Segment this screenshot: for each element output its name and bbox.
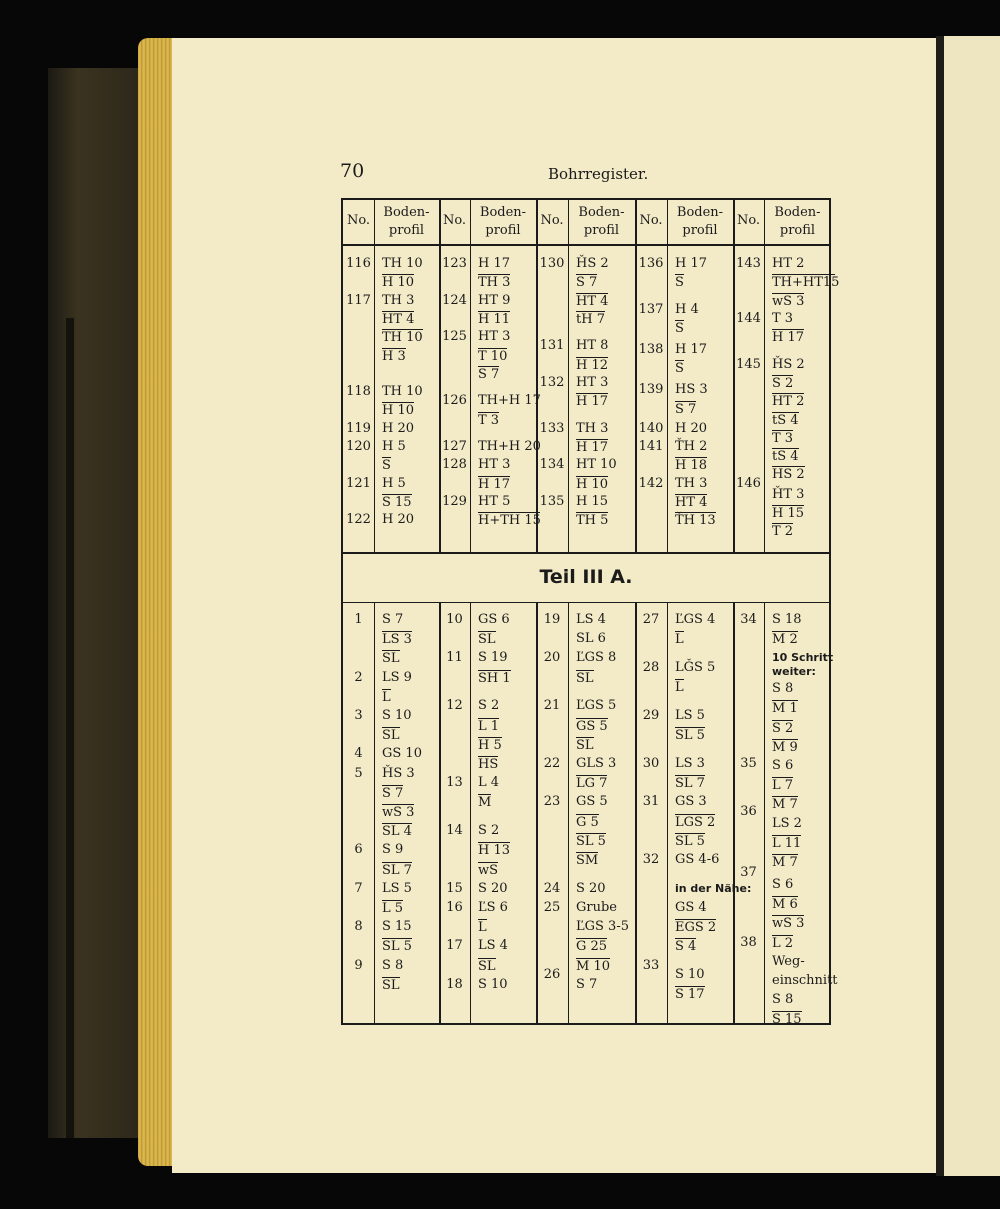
bohr-number: 124 <box>442 292 467 308</box>
bohr-number: 33 <box>642 957 660 973</box>
profile-entry: ĽGS 5 <box>576 698 617 714</box>
profile-entry: wS 3 <box>772 293 805 309</box>
profile-entry: S 7 <box>576 275 598 291</box>
bohr-number: 133 <box>539 420 565 436</box>
profile-entry: S 20 <box>576 880 606 896</box>
profile-entry: M <box>478 795 492 811</box>
profile-entry: T 2 <box>772 524 794 540</box>
profile-entry: TH 10 <box>382 330 423 346</box>
bohr-number: 37 <box>740 865 757 881</box>
profile-entry: SL 4 <box>382 824 412 840</box>
profile-entry: S 4 <box>675 939 697 955</box>
profile-entry: M 7 <box>772 854 798 870</box>
profile-entry: ĽGS 4 <box>675 612 716 627</box>
profile-entry: TH 5 <box>576 513 609 529</box>
next-page-edge <box>944 36 1000 1176</box>
profile-entry: H 18 <box>675 458 708 474</box>
profile-entry: H 17 <box>675 342 708 357</box>
bohr-number: 1 <box>354 612 363 627</box>
profile-entry: GS 5 <box>576 794 608 810</box>
bohr-number: 29 <box>642 708 660 723</box>
profile-entry: S 10 <box>478 976 508 992</box>
profile-entry: TH 3 <box>382 292 415 308</box>
profile-entry: T 10 <box>478 348 508 364</box>
profile-entry: H 17 <box>576 440 609 455</box>
profile-entry: LG 7 <box>576 776 608 792</box>
bohr-number: 132 <box>539 374 565 390</box>
profile-entry: SL <box>382 651 400 667</box>
column-rule <box>667 602 668 1025</box>
profile-entry: ŤH 2 <box>675 439 708 454</box>
profile-entry: LS 5 <box>382 880 412 896</box>
bohr-number: 122 <box>346 512 371 528</box>
profile-entry: SL <box>382 977 400 993</box>
profile-entry: GLS 3 <box>576 756 617 771</box>
profile-entry: S 2 <box>478 698 500 714</box>
profile-entry: HT 2 <box>772 256 805 271</box>
profile-entry: L <box>382 689 391 705</box>
bohrregister-table <box>341 198 840 1028</box>
profile-entry: H 11 <box>478 311 511 327</box>
profile-entry: TH 3 <box>478 275 511 291</box>
profile-entry: H+TH 15 <box>478 513 541 529</box>
profile-entry: GS 3 <box>675 794 707 810</box>
profile-entry: L <box>675 680 684 696</box>
profile-entry: SL 5 <box>576 833 606 849</box>
profile-entry: HT 5 <box>478 493 511 509</box>
column-header-no: No. <box>442 213 467 228</box>
profile-entry: SL 7 <box>382 862 412 878</box>
profile-entry: H 5 <box>478 737 502 753</box>
profile-entry: T 3 <box>772 430 794 446</box>
profile-entry: H 17 <box>772 330 805 346</box>
profile-entry: GS 4 <box>675 900 707 915</box>
profile-entry: TH+H 17 <box>478 393 541 409</box>
profile-entry: S 7 <box>675 401 697 417</box>
profile-entry: S 8 <box>772 992 794 1008</box>
bohr-number: 32 <box>642 852 660 867</box>
profile-entry: S 10 <box>382 708 412 723</box>
profile-entry: H 4 <box>675 301 699 317</box>
bohr-number: 4 <box>354 746 363 762</box>
profile-entry: L 4 <box>478 775 500 791</box>
bohr-number: 9 <box>354 957 363 973</box>
profile-entry: einschnitt <box>772 972 838 988</box>
section-title: Teil III A. <box>539 566 633 588</box>
profile-entry: ŤH 13 <box>675 513 716 529</box>
profile-entry: Grube <box>576 900 617 915</box>
profile-entry: M 7 <box>772 797 798 813</box>
profile-entry: G 5 <box>576 814 599 830</box>
profile-entry: SL <box>382 728 400 744</box>
bohr-number: 35 <box>740 756 757 771</box>
profile-entry: HT 9 <box>478 292 511 308</box>
profile-entry: weiter: <box>772 664 816 678</box>
bohr-number: 3 <box>354 708 363 723</box>
column-header-profil: Boden- profil <box>774 205 821 238</box>
profile-entry: H 17 <box>478 476 511 492</box>
profile-entry: L 7 <box>772 778 794 794</box>
column-header-no: No. <box>639 213 663 228</box>
column-header-no: No. <box>346 213 371 228</box>
bohr-number: 24 <box>543 880 561 896</box>
bohr-number: 28 <box>642 660 660 675</box>
profile-entry: GS 4-6 <box>675 852 720 867</box>
profile-entry: G 25 <box>576 939 608 955</box>
bohr-number: 125 <box>442 329 467 345</box>
bohr-number: 137 <box>638 301 664 317</box>
column-header-profil: Boden- profil <box>578 205 625 238</box>
profile-entry: HS 3 <box>675 382 708 398</box>
profile-entry: H 17 <box>675 256 708 271</box>
running-head: Bohrregister. <box>548 165 649 183</box>
profile-entry: 10 Schritt <box>772 651 834 665</box>
bohr-number: 23 <box>543 794 561 810</box>
profile-entry: HT 8 <box>576 338 609 354</box>
profile-entry: SL <box>478 632 496 648</box>
profile-entry: HT 3 <box>478 457 511 473</box>
column-header-no: No. <box>540 213 564 228</box>
profile-entry: SL 7 <box>675 776 705 792</box>
profile-entry: H 10 <box>382 275 415 291</box>
profile-entry: GS 5 <box>576 718 608 734</box>
bohr-number: 30 <box>642 756 660 771</box>
profile-entry: S <box>675 275 684 291</box>
profile-entry: H 20 <box>382 512 415 528</box>
profile-entry: L 2 <box>772 935 794 951</box>
profile-entry: ȞT 3 <box>772 486 805 502</box>
profile-entry: H 5 <box>382 475 406 491</box>
profile-entry: HT 3 <box>478 329 511 345</box>
profile-entry: S 15 <box>382 919 412 935</box>
profile-entry: L 5 <box>382 901 404 916</box>
column-header-profil: Boden- profil <box>383 205 430 238</box>
profile-entry: SL 6 <box>576 631 606 647</box>
profile-entry: H 15 <box>576 493 609 509</box>
bohr-number: 136 <box>638 256 664 271</box>
profile-entry: H 15 <box>772 505 805 521</box>
profile-entry: ĽGS 3-5 <box>576 919 629 935</box>
bohr-number: 127 <box>442 439 467 454</box>
bohr-number: 126 <box>442 393 467 409</box>
profile-entry: LS 4 <box>576 612 606 627</box>
bohr-number: 17 <box>446 938 463 954</box>
bohr-number: 25 <box>543 900 561 915</box>
profile-entry: M 1 <box>772 701 798 717</box>
bohr-number: 11 <box>446 650 463 666</box>
profile-entry: L <box>478 920 487 936</box>
column-header-profil: Boden- profil <box>479 205 527 238</box>
profile-entry: HT 4 <box>382 311 415 327</box>
bohr-number: 18 <box>446 976 463 992</box>
profile-entry: S 8 <box>382 957 404 973</box>
profile-entry: HT 4 <box>576 293 609 309</box>
profile-entry: S 2 <box>478 823 500 839</box>
bohr-number: 138 <box>638 342 664 357</box>
bohr-number: 16 <box>446 900 463 915</box>
profile-entry: SL 5 <box>382 939 412 955</box>
bohr-number: 145 <box>736 356 761 372</box>
bohr-number: 31 <box>642 794 660 810</box>
profile-entry: GS 6 <box>478 612 510 627</box>
page-number: 70 <box>340 160 365 182</box>
bohr-number: 14 <box>446 823 463 839</box>
bohr-number: 134 <box>539 457 565 473</box>
profile-entry: H 5 <box>382 439 406 454</box>
profile-entry: S 19 <box>478 650 508 666</box>
profile-entry: S 6 <box>772 876 794 892</box>
bohr-number: 10 <box>446 612 463 627</box>
profile-entry: S <box>675 361 684 377</box>
profile-entry: T 3 <box>478 412 500 428</box>
profile-entry: S <box>675 321 684 337</box>
profile-entry: S 20 <box>478 880 508 896</box>
profile-entry: M 6 <box>772 897 798 913</box>
bohr-number: 26 <box>543 967 561 983</box>
profile-entry: SL <box>576 670 594 686</box>
column-header-profil: Boden- profil <box>676 205 724 238</box>
profile-entry: ȞS 2 <box>772 356 805 372</box>
bohr-number: 15 <box>446 880 463 896</box>
profile-entry: HS <box>478 757 499 772</box>
profile-entry: ȞS 2 <box>576 256 609 271</box>
profile-entry: S 15 <box>772 1012 802 1028</box>
column-rule <box>470 602 471 1025</box>
profile-entry: wS <box>478 862 499 878</box>
bohr-number: 27 <box>642 612 660 627</box>
bohr-number: 118 <box>346 384 371 400</box>
bohr-number: 135 <box>539 493 565 509</box>
profile-entry: in der Nähe: <box>675 881 752 895</box>
bohr-number: 21 <box>543 698 561 714</box>
column-rule <box>568 602 569 1025</box>
column-rule <box>568 200 569 552</box>
profile-entry: LǦS 5 <box>675 660 716 675</box>
profile-entry: H 20 <box>675 420 708 436</box>
bohr-number: 34 <box>740 612 757 627</box>
bohr-number: 19 <box>543 612 561 627</box>
profile-entry: SM <box>576 853 599 868</box>
bohr-number: 121 <box>346 475 371 491</box>
bohr-number: 142 <box>638 475 664 491</box>
bohr-number: 2 <box>354 669 363 685</box>
profile-entry: L 11 <box>772 835 802 851</box>
book-left-cover <box>48 68 148 1138</box>
profile-entry: SH 1 <box>478 670 511 686</box>
bohr-number: 139 <box>638 382 664 398</box>
profile-entry: H 12 <box>576 357 609 373</box>
bohr-number: 22 <box>543 756 561 771</box>
profile-entry: SL <box>478 958 496 974</box>
bohr-number: 8 <box>354 919 363 935</box>
bohr-number: 141 <box>638 439 664 454</box>
profile-entry: wS 3 <box>772 916 805 932</box>
profile-entry: TH+HT15 <box>772 275 840 291</box>
profile-entry: HS 2 <box>772 467 805 483</box>
profile-entry: ȞS 3 <box>382 765 415 781</box>
bohr-number: 130 <box>539 256 565 271</box>
column-rule <box>635 200 637 552</box>
bohr-number: 131 <box>539 338 565 354</box>
header-rule <box>343 244 831 246</box>
profile-entry: M 9 <box>772 739 798 755</box>
section-rule <box>343 552 831 554</box>
column-rule <box>374 200 375 552</box>
profile-entry: S 7 <box>382 612 404 627</box>
bohr-number: 146 <box>736 475 761 491</box>
bohr-number: 13 <box>446 775 463 791</box>
column-rule <box>667 200 668 552</box>
column-rule <box>764 200 765 552</box>
book-gutter <box>936 36 944 1176</box>
profile-entry: S 17 <box>675 987 705 1003</box>
bohr-number: 120 <box>346 439 371 454</box>
profile-entry: tS 4 <box>772 412 799 428</box>
profile-entry: LS 3 <box>675 756 705 771</box>
bohr-number: 116 <box>346 256 371 271</box>
profile-entry: TH 3 <box>675 475 708 491</box>
profile-entry: H 17 <box>576 394 609 410</box>
profile-entry: TH 10 <box>382 384 423 400</box>
profile-entry: L <box>675 632 684 648</box>
profile-entry: S 7 <box>576 976 598 992</box>
profile-entry: LS 3 <box>382 632 412 648</box>
profile-entry: LS 4 <box>478 938 508 954</box>
bohr-number: 143 <box>736 256 761 271</box>
profile-entry: S 15 <box>382 494 412 510</box>
profile-entry: S 6 <box>772 757 794 773</box>
column-header-no: No. <box>736 213 761 228</box>
profile-entry: H 10 <box>382 403 415 419</box>
profile-entry: HT 4 <box>675 494 708 510</box>
bohr-number: 119 <box>346 420 371 436</box>
profile-entry: TH+H 20 <box>478 439 541 454</box>
profile-entry: LS 5 <box>675 708 705 723</box>
profile-entry: M 10 <box>576 958 610 974</box>
profile-entry: GS 10 <box>382 746 422 762</box>
profile-entry: HT 2 <box>772 394 805 410</box>
profile-entry: H 17 <box>478 256 511 271</box>
profile-entry: M 2 <box>772 632 798 648</box>
profile-entry: EGS 2 <box>675 920 717 936</box>
bohr-number: 20 <box>543 650 561 666</box>
bohr-number: 117 <box>346 292 371 308</box>
bohr-number: 6 <box>354 842 363 858</box>
profile-entry: SL 5 <box>675 833 705 849</box>
cover-shadow <box>66 318 74 1138</box>
column-rule <box>374 602 375 1025</box>
profile-entry: SL <box>576 737 594 753</box>
profile-entry: LGS 2 <box>675 814 716 830</box>
profile-entry: S 9 <box>382 842 404 858</box>
profile-entry: tS 4 <box>772 449 799 465</box>
profile-entry: Weg- <box>772 953 805 969</box>
bohr-number: 5 <box>354 765 363 781</box>
bohr-number: 38 <box>740 934 757 950</box>
profile-entry: S 7 <box>382 785 404 801</box>
bohr-number: 144 <box>736 310 761 326</box>
profile-entry: HT 10 <box>576 457 617 473</box>
profile-entry: H 13 <box>478 843 511 859</box>
profile-entry: T 3 <box>772 310 794 326</box>
profile-entry: L 1 <box>478 718 500 734</box>
profile-entry: HT 3 <box>576 374 609 390</box>
profile-entry: S 2 <box>772 720 794 736</box>
profile-entry: S 7 <box>478 366 500 382</box>
bohr-number: 12 <box>446 698 463 714</box>
profile-entry: LS 2 <box>772 815 802 831</box>
profile-entry: S 10 <box>675 967 705 983</box>
profile-entry: ĽGS 8 <box>576 650 617 666</box>
profile-entry: H 3 <box>382 348 406 364</box>
bohr-number: 128 <box>442 457 467 473</box>
column-rule <box>733 200 735 552</box>
section-rule <box>343 602 831 603</box>
profile-entry: H 20 <box>382 420 415 436</box>
bohr-number: 123 <box>442 256 467 271</box>
profile-entry: SL 5 <box>675 728 705 744</box>
profile-entry: wS 3 <box>382 805 415 820</box>
profile-entry: S 8 <box>772 681 794 697</box>
bohr-number: 129 <box>442 493 467 509</box>
profile-entry: LS 9 <box>382 669 412 685</box>
profile-entry: TH 10 <box>382 256 423 271</box>
profile-entry: tH 7 <box>576 311 605 327</box>
profile-entry: S 2 <box>772 375 794 391</box>
bohr-number: 36 <box>740 804 757 819</box>
bohr-number: 7 <box>354 880 363 896</box>
profile-entry: ĽS 6 <box>478 900 508 915</box>
profile-entry: TH 3 <box>576 420 609 436</box>
profile-entry: H 10 <box>576 476 609 492</box>
bohr-number: 140 <box>638 420 664 436</box>
profile-entry: S <box>382 458 391 474</box>
column-rule <box>470 200 471 552</box>
profile-entry: S 18 <box>772 612 802 627</box>
column-rule <box>764 602 765 1025</box>
